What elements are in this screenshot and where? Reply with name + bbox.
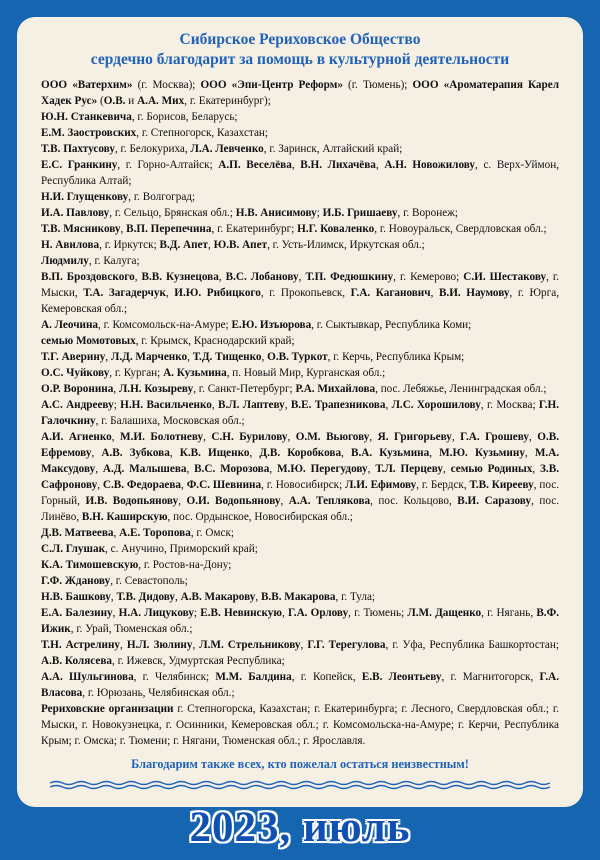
recipient-name: В.П. Броздовского [41, 271, 135, 283]
recipient-name: В.Н. Каширскую [81, 511, 168, 523]
recipient-name: Д.В. Коробкова [259, 447, 342, 459]
recipient-name: ООО «Ароматерапия Карел Хадек Рус» [41, 79, 559, 107]
entry-text: , [120, 639, 127, 651]
recipient-name: Т.Д. Тищенко [192, 351, 262, 363]
recipient-name: Г.А. Власова [41, 671, 559, 699]
recipient-name: Л.И. Ефимову [345, 479, 417, 491]
entry-text: , [181, 479, 187, 491]
entry-text: , [112, 607, 119, 619]
recipient-name: Ю.В. Апет [213, 239, 268, 251]
recipient-name: Е.В. Леонтьеву [361, 671, 442, 683]
entry-text: , [192, 639, 200, 651]
list-item [41, 637, 559, 669]
entry-text: , [300, 639, 308, 651]
recipient-name: М.Ю. Перегудову [276, 463, 368, 475]
entry-text: , [187, 351, 193, 363]
list-item [41, 381, 559, 397]
list-item [41, 269, 559, 317]
list-item [41, 189, 559, 205]
entry-text: , г. Нягань, [481, 607, 537, 619]
recipient-name: Д.В. Матвеева [41, 527, 114, 539]
entry-text: , [134, 271, 142, 283]
entry-text: , г. Калуга; [88, 255, 140, 267]
recipient-name: О.В. Ефремову [41, 431, 560, 459]
recipient-name: Л.Н. Козыреву [118, 383, 194, 395]
recipient-name: В.И. Наумову [438, 287, 510, 299]
entry-text: , пос. Ордынское, Новосибирская обл.; [167, 511, 354, 523]
entry-text: , г. Крымск, Краснодарский край; [135, 335, 295, 347]
list-item [41, 237, 559, 253]
recipient-name: семью Момотовых [41, 335, 136, 347]
entry-text: , [429, 447, 440, 459]
recipient-name: Н. Авилова [41, 239, 100, 251]
list-item [41, 365, 559, 381]
recipient-name: С.И. Шестакову [463, 271, 547, 283]
list-item [41, 349, 559, 365]
entry-text: , [113, 527, 120, 539]
title-line-1: Сибирское Рериховское Общество [179, 31, 421, 48]
recipient-name: Рериховские организации [41, 703, 174, 715]
list-item [41, 109, 559, 125]
recipient-name: В.В. Кузнецова [141, 271, 219, 283]
list-item [41, 317, 559, 333]
recipient-name: В.С. Лобанову [225, 271, 299, 283]
entry-text: , г. Сельцо, Брянская обл.; [109, 207, 236, 219]
entry-text: , г. Челябинск; [133, 671, 216, 683]
recipient-name: ООО «Эпи-Центр Реформ» [200, 79, 343, 91]
entry-text: , г. Новосибирск; [261, 479, 346, 491]
recipient-name: Ф.С. Шевнина [186, 479, 262, 491]
recipient-name: А.А. Шульгинова [41, 671, 134, 683]
entry-text: , [261, 351, 268, 363]
recipient-name: В.Д. Апет [159, 239, 209, 251]
recipient-name: И.В. Водопьянову [85, 495, 179, 507]
entry-text: , [367, 463, 376, 475]
entry-text: , г. Белокуриха, [114, 143, 191, 155]
entry-text: , г. Магнитогорск, [441, 671, 540, 683]
list-item [41, 605, 559, 637]
entry-text: , г. Сыктывкар, Республика Коми; [311, 319, 472, 331]
list-item [41, 589, 559, 605]
entry-text: , [110, 591, 117, 603]
entry-text: , [178, 495, 187, 507]
entry-text: , [113, 383, 119, 395]
recipient-name: Н.Л. Зюлину [126, 639, 193, 651]
acknowledgement-list [41, 77, 559, 749]
recipient-name: семью Родиных [450, 463, 533, 475]
recipient-name: Г.Ф. Жданову [41, 575, 111, 587]
wave-line-bottom [50, 786, 550, 789]
issue-date: 2023, июль [189, 804, 411, 851]
recipient-name: А.С. Андрееву [41, 399, 114, 411]
entry-text: , г. Воронеж; [397, 207, 459, 219]
entry-text: , [529, 431, 538, 443]
recipient-name: И.Ю. Рибицкого [174, 287, 261, 299]
recipient-name: Г.Н. Галочкину [41, 399, 560, 427]
entry-text: , г. Екатеринбург); [184, 95, 271, 107]
list-item [41, 221, 559, 237]
recipient-name: Е.С. Гранкину [41, 159, 118, 171]
entry-text: , [291, 159, 301, 171]
entry-text: , [298, 271, 306, 283]
entry-text: , г. Иркутск; [99, 239, 160, 251]
list-item [41, 669, 559, 701]
recipient-name: А. Кузьмина [163, 367, 227, 379]
recipient-name: Ю.Н. Станкевича [41, 111, 132, 123]
recipient-name: А.Д. Малышева [102, 463, 187, 475]
entry-text: , г. Курган; [109, 367, 164, 379]
entry-text: , г. Бердск, [416, 479, 470, 491]
entry-text: и [125, 95, 138, 107]
entry-text: , [208, 239, 214, 251]
entry-text: , [451, 431, 461, 443]
entry-text: , г. Новоуральск, Свердловская обл.; [374, 223, 547, 235]
recipient-name: Л.М. Дащенко [407, 607, 482, 619]
entry-text: ; [193, 607, 201, 619]
entry-text: , [443, 463, 451, 475]
recipient-name: О.Р. Воронина [41, 383, 114, 395]
recipient-name: К.В. Ищенко [179, 447, 250, 459]
recipient-name: А.А. Теплякова [288, 495, 371, 507]
recipient-name: А.В. Макарову [180, 591, 256, 603]
entry-text: , [341, 447, 351, 459]
entry-text: , [203, 431, 212, 443]
entry-text: , с. Анучино, Приморский край; [105, 543, 258, 555]
entry-text: , [175, 591, 181, 603]
entry-text: , г. Копейск, [291, 671, 362, 683]
recipient-name: Т.П. Федюшкину [305, 271, 394, 283]
entry-text: , г. Ижевск, Удмуртская Республика; [111, 655, 285, 667]
entry-text: , [97, 479, 103, 491]
recipient-name: Е.В. Невинскую [200, 607, 282, 619]
entry-text: , г. Балашиха, Московская обл.; [95, 415, 245, 427]
entry-text: , [287, 431, 296, 443]
entry-text: , [165, 287, 175, 299]
entry-text: , г. Степногорск, Казахстан; [136, 127, 269, 139]
entry-text: , пос. Лебяжье, Ленинградская обл.; [375, 383, 547, 395]
recipient-name: В.Е. Трапезникова [290, 399, 386, 411]
recipient-name: А.А. Мих [137, 95, 185, 107]
recipient-name: Т.В. Дидову [116, 591, 176, 603]
recipient-name: Т.Г. Аверину [41, 351, 106, 363]
entry-text: , [169, 447, 180, 459]
recipient-name: Т.В. Пахтусову [41, 143, 115, 155]
recipient-name: Н.А. Лицукову [118, 607, 194, 619]
recipient-name: Н.В. Башкову [41, 591, 111, 603]
entry-text: , [524, 447, 535, 459]
list-item [41, 333, 559, 349]
list-item [41, 557, 559, 573]
entry-text: (г. Тюмень); [342, 79, 413, 91]
entry-text: , [211, 399, 219, 411]
entry-text: , [280, 495, 289, 507]
recipient-name: Е.Ю. Изъюрова [231, 319, 312, 331]
closing-thanks: Благодарим также всех, кто пожелал остаться неизвестным! [131, 757, 469, 771]
list-item [41, 77, 559, 109]
list-item [41, 701, 559, 749]
recipient-name: И.А. Павлову [41, 207, 110, 219]
entry-text: г. Степногорска, Казахстан; г. Екатеринбурга; г. Лесного, Свердловская обл.; г. Мыски, г. Новокузнецка, г. Осинники, Кемеровская обл.; г. Комсомольска-на-Амуре; г. Керчи, Республика Крым; г. Омска; г. Тюмени; г. Нягани, Тюменская обл.; г. Ярославля. [41, 703, 559, 747]
entry-text: , г. Керчь, Республика Крым; [327, 351, 465, 363]
recipient-name: ООО «Ватерхим» [41, 79, 133, 91]
entry-text: , [385, 399, 392, 411]
entry-text: , [91, 447, 102, 459]
recipient-name: Н.И. Глущенкову [41, 191, 129, 203]
list-item [41, 429, 559, 525]
entry-text: , [95, 463, 103, 475]
recipient-name: А.Е. Торопова [119, 527, 191, 539]
recipient-name: В.С. Морозова [194, 463, 270, 475]
entry-text: , [532, 463, 541, 475]
recipient-name: Т.А. Загадерчук [83, 287, 166, 299]
recipient-name: Г.А. Грошеву [460, 431, 530, 443]
entry-text: , г. Москва; [480, 399, 539, 411]
recipient-name: Г.А. Орлову [287, 607, 349, 619]
entry-text: , [281, 607, 288, 619]
recipient-name: В.Л. Лаптеву [218, 399, 285, 411]
recipient-name: А. Леочина [41, 319, 98, 331]
recipient-name: Т.Л. Перцеву [375, 463, 443, 475]
recipient-name: С.Л. Глушак [41, 543, 106, 555]
entry-text: , г. Тула; [335, 591, 376, 603]
list-item [41, 205, 559, 221]
entry-text: , г. Урай, Тюменская обл.; [70, 623, 193, 635]
recipient-name: Н.Г. Коваленко [297, 223, 375, 235]
entry-text: , г. Юрюзань, Челябинская обл.; [82, 687, 235, 699]
list-item [41, 125, 559, 141]
list-item [41, 141, 559, 157]
entry-text: , г. Санкт-Петербург; [193, 383, 296, 395]
recipient-name: Л.С. Хорошилову [391, 399, 481, 411]
entry-text: , [430, 287, 439, 299]
entry-text: , г. Уфа, Республика Башкортостан; [385, 639, 559, 651]
recipient-name: О.С. Чуйкову [41, 367, 110, 379]
recipient-name: В.Ф. Ижик [41, 607, 560, 635]
recipient-name: Л.М. Стрельникову [199, 639, 301, 651]
entry-text: , г. Горно-Алтайск; [117, 159, 219, 171]
recipient-name: М.И. Болотневу [120, 431, 204, 443]
recipient-name: М.А. Максудову [41, 447, 560, 475]
recipient-name: А.Н. Новожилову [384, 159, 476, 171]
wave-divider [50, 780, 550, 790]
recipient-name: А.В. Зубкова [101, 447, 170, 459]
recipient-name: В.В. Макарова [260, 591, 336, 603]
entry-text: , г. Кемерово; [393, 271, 464, 283]
recipient-name: В.И. Саразову [457, 495, 532, 507]
recipient-name: А.В. Колясева [41, 655, 112, 667]
entry-text: , г. Екатеринбург; [211, 223, 298, 235]
entry-text: , [186, 463, 195, 475]
entry-text: , [269, 463, 277, 475]
recipient-name: Г.Г. Терегулова [307, 639, 386, 651]
entry-text: , [111, 431, 121, 443]
page-title [41, 30, 559, 70]
recipient-name: В.А. Кузьмина [350, 447, 430, 459]
recipient-name: Я. Григорьеву [377, 431, 452, 443]
entry-text: ; [316, 207, 323, 219]
list-item [41, 253, 559, 269]
recipient-name: Н.Н. Васильченко [120, 399, 212, 411]
recipient-name: С.В. Федораева [102, 479, 182, 491]
entry-text: , [255, 591, 261, 603]
entry-text: , г. Мыски, [41, 271, 560, 299]
entry-text: , г. Комсомольск-на-Амуре; [98, 319, 232, 331]
recipient-name: Т.В. Кирееву [469, 479, 534, 491]
entry-text: , г. Севастополь; [110, 575, 188, 587]
entry-text: , г. Тюмень; [348, 607, 408, 619]
recipient-name: Т.Н. Астрелину [41, 639, 121, 651]
recipient-name: Р.А. Михайлова [295, 383, 376, 395]
recipient-name: О.В. Туркот [267, 351, 328, 363]
recipient-name: Л.А. Левченко [190, 143, 264, 155]
entry-text: , [369, 431, 378, 443]
recipient-name: Н.В. Анисимову [235, 207, 317, 219]
recipient-name: О.В. [103, 95, 126, 107]
entry-text: , [375, 159, 385, 171]
recipient-name: З.В. Сафронову [41, 463, 559, 491]
recipient-name: В.Н. Лихачёва [300, 159, 376, 171]
entry-text: , п. Новый Мир, Курганская обл.; [226, 367, 386, 379]
entry-text: , г. Усть-Илимск, Иркутская обл.; [267, 239, 425, 251]
list-item [41, 573, 559, 589]
entry-text: ( [97, 95, 104, 107]
recipient-name: О.И. Водопьянову [186, 495, 281, 507]
list-item [41, 541, 559, 557]
recipient-name: И.Б. Гришаеву [322, 207, 398, 219]
recipient-name: А.П. Веселёва [218, 159, 292, 171]
list-item [41, 397, 559, 429]
entry-text: , пос. Горный, [41, 479, 560, 507]
recipient-name: Людмилу [41, 255, 89, 267]
recipient-name: С.Н. Бурилову [211, 431, 288, 443]
recipient-name: М.М. Балдина [215, 671, 292, 683]
recipient-name: А.И. Агиенко [41, 431, 112, 443]
wave-line-top [50, 782, 550, 785]
entry-text: , [120, 223, 127, 235]
entry-text: (г. Москва); [132, 79, 201, 91]
entry-text: , г. Прокопьевск, [260, 287, 351, 299]
entry-text: , г. Омск; [190, 527, 235, 539]
entry-text: , [284, 399, 291, 411]
recipient-name: В.П. Перепечина [126, 223, 212, 235]
entry-text: , пос. Кольцово, [370, 495, 458, 507]
recipient-name: Г.А. Каганович [350, 287, 431, 299]
recipient-name: Л.Д. Марченко [110, 351, 188, 363]
recipient-name: К.А. Тимошевскую [41, 559, 139, 571]
entry-text: , г. Заринск, Алтайский край; [263, 143, 403, 155]
recipient-name: Е.А. Балезину [41, 607, 113, 619]
recipient-name: Т.В. Мясникову [41, 223, 121, 235]
entry-text: , [105, 351, 111, 363]
recipient-name: О.М. Вьюгову [295, 431, 370, 443]
entry-text: , [249, 447, 260, 459]
entry-text: , с. Верх-Уймон, Республика Алтай; [41, 159, 559, 187]
entry-text: , г. Волгоград; [128, 191, 196, 203]
entry-text: , пос. Линёво, [41, 495, 560, 523]
list-item [41, 525, 559, 541]
entry-text: , г. Ростов-на-Дону; [138, 559, 232, 571]
recipient-name: М.Ю. Кузьмину [439, 447, 525, 459]
list-item [41, 157, 559, 189]
entry-text: , г. Борисов, Беларусь; [131, 111, 238, 123]
recipient-name: Е.М. Заостровских [41, 127, 137, 139]
entry-text: , г. Юрга, Кемеровская обл.; [41, 287, 559, 315]
title-line-2: сердечно благодарит за помощь в культурной деятельности [90, 51, 510, 68]
content-panel [17, 17, 583, 807]
entry-text: ; [113, 399, 121, 411]
entry-text: , [218, 271, 226, 283]
